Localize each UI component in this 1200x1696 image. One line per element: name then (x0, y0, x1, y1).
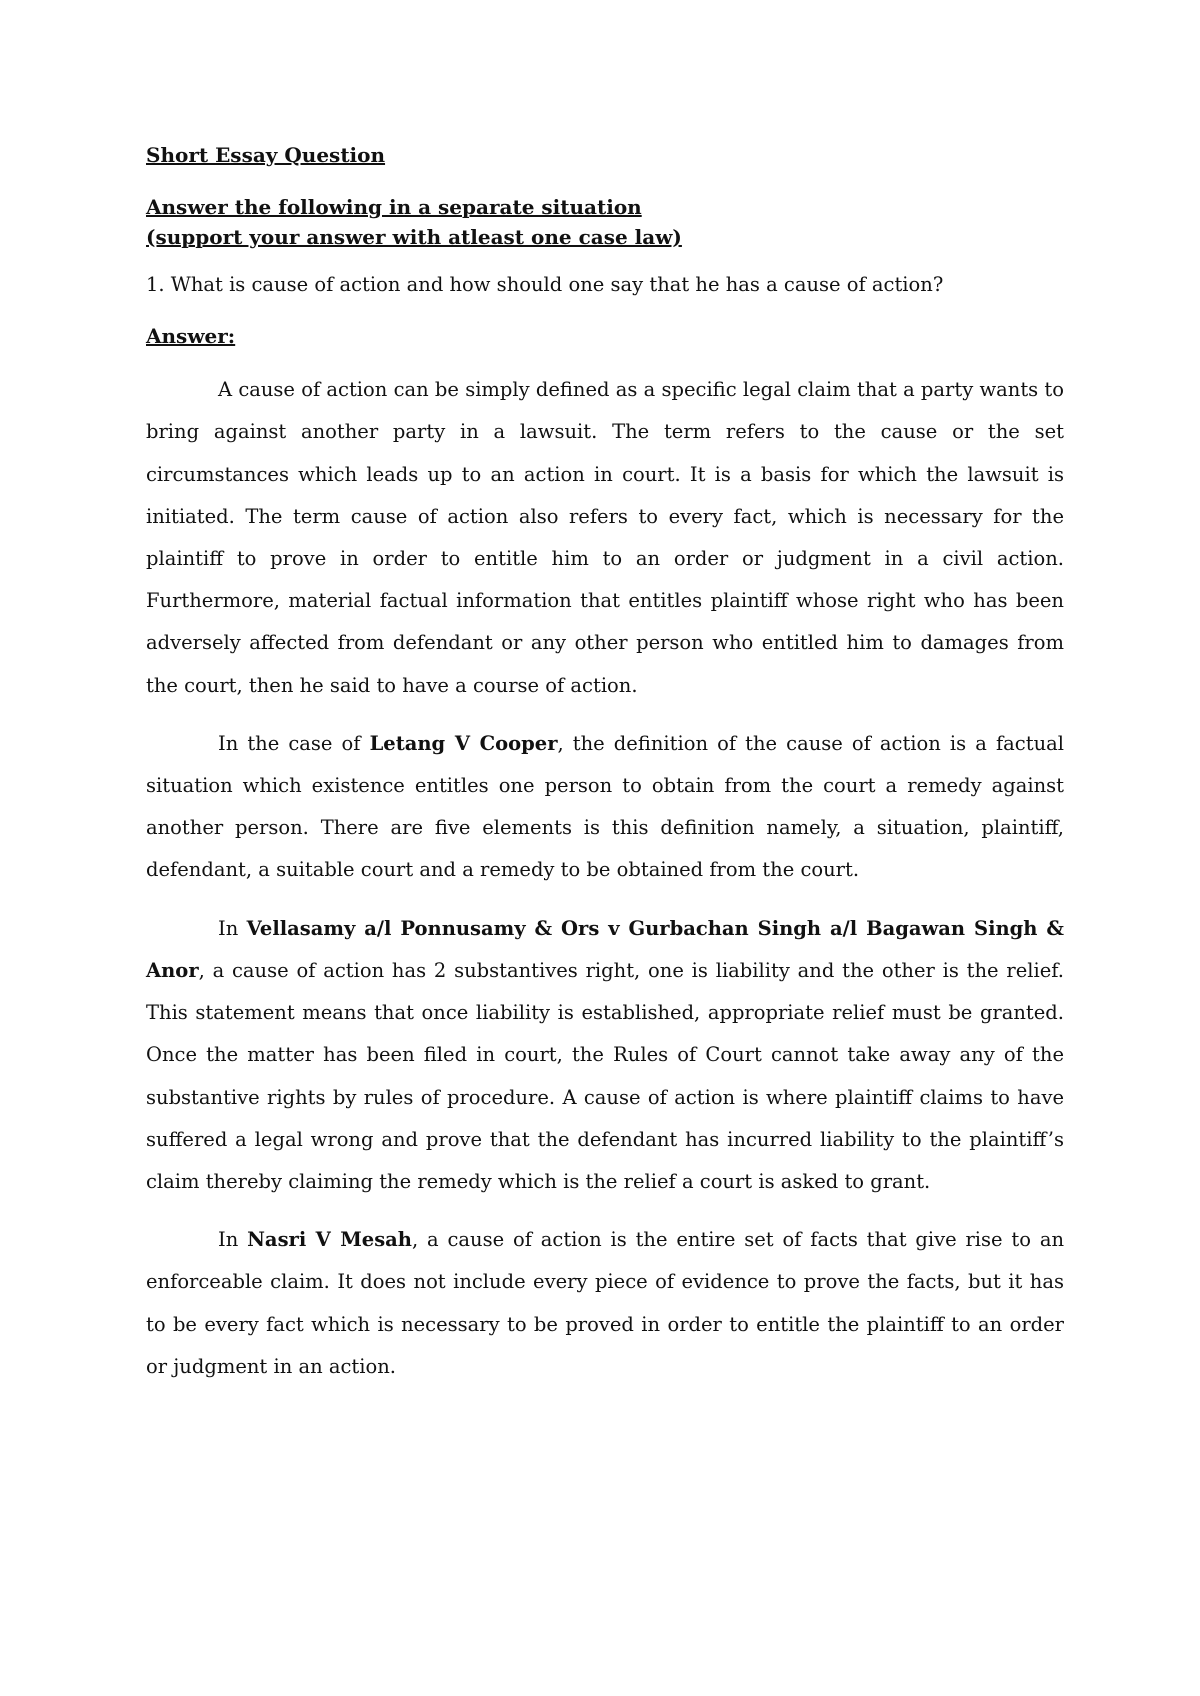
answer-paragraph-4 (146, 1219, 1064, 1388)
case-name-vellasamy: Vellasamy a/l Ponnusamy & Ors v Gurbachan Singh a/l Bagawan Singh & Anor (146, 916, 1064, 982)
paragraph-3-prefix: In (218, 916, 247, 940)
answer-paragraph-3 (146, 908, 1064, 1203)
answer-label: Answer: (146, 324, 236, 349)
case-name-nasri-v-mesah: Nasri V Mesah (247, 1228, 412, 1252)
paragraph-4-text: , a cause of action is the entire set of facts that give rise to an enforceable claim. It does not include every piece of evidence to prove the facts, but it has to be every fact which is necessary to be proved in order to entitle the plaintiff to an order or judgment in an action. (146, 1228, 1065, 1378)
paragraph-2-prefix: In the case of (218, 731, 370, 755)
instruction-line-1: Answer the following in a separate situation (146, 195, 642, 219)
paragraph-2-text: , the definition of the cause of action is a factual situation which existence entitles one person to obtain from the court a remedy against another person. There are five elements is this definition namely, a situation, plaintiff, defendant, a suitable court and a remedy to be obtained from the court. (146, 731, 1064, 882)
answer-paragraph-1: A cause of action can be simply defined as a specific legal claim that a party wants to bring against another party in a lawsuit. The term refers to the cause or the set circumstances which leads up to an action in court. It is a basis for which the lawsuit is initiated. The term cause of action also refers to every fact, which is necessary for the plaintiff to prove in order to entitle him to an order or judgment in a civil action. Furthermore, material factual information that entitles plaintiff whose right who has been adversely affected from defendant or any other person who entitled him to damages from the court, then he said to have a course of action. (146, 378, 1064, 697)
paragraph-4-prefix: In (218, 1228, 248, 1252)
instruction-line-2: (support your answer with atleast one case law) (146, 225, 682, 249)
question-text: 1. What is cause of action and how should one say that he has a cause of action? (146, 273, 944, 296)
document-title: Short Essay Question (146, 143, 386, 167)
answer-paragraph-2 (146, 723, 1064, 892)
document-page (146, 140, 1064, 1404)
paragraph-3-text: , a cause of action has 2 substantives right, one is liability and the other is the relief. This statement means that once liability is established, appropriate relief must be granted. Once the matter has been filed in court, the Rules of Court cannot take away any of the substantive rights by rules of procedure. A cause of action is where plaintiff claims to have suffered a legal wrong and prove that the defendant has incurred liability to the plaintiff’s claim thereby claiming the remedy which is the relief a court is asked to grant. (146, 958, 1064, 1193)
case-name-letang-v-cooper: Letang V Cooper (369, 731, 558, 755)
